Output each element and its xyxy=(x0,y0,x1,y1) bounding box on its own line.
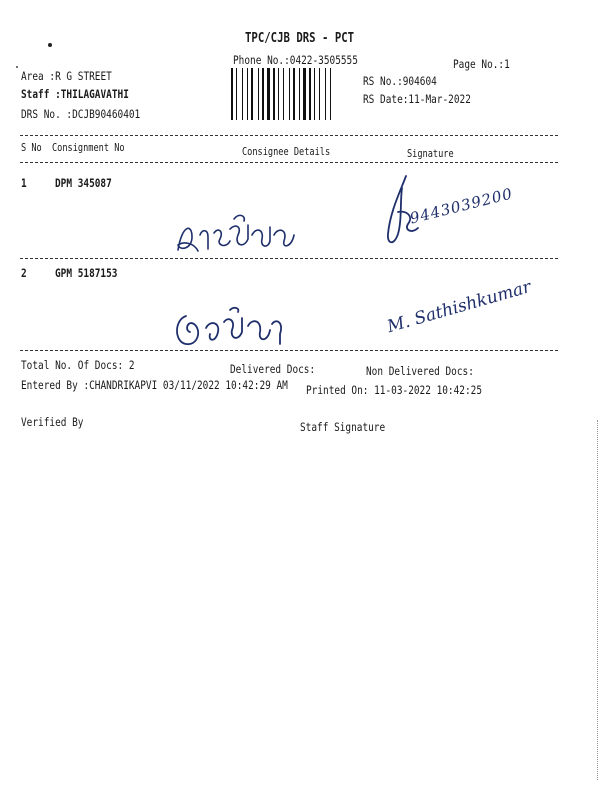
barcode-bar xyxy=(314,68,315,120)
barcode-bar xyxy=(309,68,311,120)
row-1-consignee-handwriting xyxy=(170,205,310,265)
staff-label: Staff :THILAGAVATHI xyxy=(21,87,129,101)
barcode-bar xyxy=(249,68,250,120)
barcode-bar xyxy=(262,68,264,120)
barcode-bar xyxy=(265,68,266,120)
verified-by: Verified By xyxy=(21,415,84,429)
barcode-bar xyxy=(291,68,292,120)
row-1-consignment: DPM 345087 xyxy=(55,176,112,190)
row-1-handwritten-phone: 9443039200 xyxy=(408,184,515,228)
barcode-bar xyxy=(273,68,275,120)
barcode-bar xyxy=(307,68,308,120)
rs-number: RS No.:904604 xyxy=(363,74,437,88)
barcode-bar xyxy=(258,68,259,120)
scan-edge xyxy=(595,420,598,780)
barcode-bar xyxy=(280,68,282,120)
barcode-bar xyxy=(325,68,326,120)
divider xyxy=(20,258,558,259)
barcode-bar xyxy=(278,68,279,120)
area-label: Area :R G STREET xyxy=(21,69,112,83)
printed-on: Printed On: 11-03-2022 10:42:25 xyxy=(306,383,483,397)
column-header-signature: Signature xyxy=(407,148,454,160)
barcode xyxy=(231,68,351,120)
barcode-bar xyxy=(231,68,233,120)
barcode-bar xyxy=(296,68,298,120)
divider xyxy=(20,135,558,136)
barcode-bar xyxy=(267,68,270,120)
barcode-bar xyxy=(301,68,302,120)
barcode-bar xyxy=(242,68,243,120)
barcode-bar xyxy=(332,68,333,120)
barcode-bar xyxy=(285,68,288,120)
phone-number: Phone No.:0422-3505555 xyxy=(233,53,358,67)
barcode-bar xyxy=(234,68,235,120)
scan-speck xyxy=(16,66,18,68)
barcode-bar xyxy=(312,68,313,120)
barcode-bar xyxy=(244,68,246,120)
total-docs: Total No. Of Docs: 2 xyxy=(21,358,135,372)
row-2-consignee-handwriting xyxy=(172,302,292,354)
delivered-docs: Delivered Docs: xyxy=(230,362,316,376)
barcode-bar xyxy=(247,68,248,120)
row-2-signature: M. Sathishkumar xyxy=(385,277,534,338)
barcode-bar xyxy=(299,68,300,120)
page-number: Page No.:1 xyxy=(453,57,510,71)
barcode-bar xyxy=(289,68,290,120)
barcode-bar xyxy=(283,68,284,120)
barcode-bar xyxy=(330,68,331,120)
barcode-bar xyxy=(260,68,261,120)
non-delivered-docs: Non Delivered Docs: xyxy=(366,364,474,378)
staff-signature-label: Staff Signature xyxy=(300,420,386,434)
barcode-bar xyxy=(238,68,241,120)
barcode-bar xyxy=(316,68,318,120)
column-header-consignment: Consignment No xyxy=(52,142,125,154)
column-header-sno: S No xyxy=(21,142,42,154)
barcode-bar xyxy=(276,68,277,120)
row-1-sno: 1 xyxy=(21,176,27,190)
barcode-bar xyxy=(254,68,257,120)
document-title: TPC/CJB DRS - PCT xyxy=(245,31,355,46)
column-header-consignee: Consignee Details xyxy=(242,146,331,158)
barcode-bar xyxy=(271,68,272,120)
barcode-bar xyxy=(319,68,320,120)
barcode-bar xyxy=(303,68,306,120)
divider xyxy=(20,350,558,351)
scan-speck xyxy=(48,43,52,47)
row-2-sno: 2 xyxy=(21,266,27,280)
barcode-bar xyxy=(293,68,295,120)
barcode-bar xyxy=(251,68,253,120)
rs-date: RS Date:11-Mar-2022 xyxy=(363,92,471,106)
barcode-bar xyxy=(236,68,237,120)
divider xyxy=(20,162,558,163)
drs-number: DRS No. :DCJB90460401 xyxy=(21,107,141,121)
barcode-bar xyxy=(321,68,324,120)
row-2-consignment: GPM 5187153 xyxy=(55,266,118,280)
entered-by: Entered By :CHANDRIKAPVI 03/11/2022 10:42:29 AM xyxy=(21,378,288,392)
barcode-bar xyxy=(327,68,329,120)
